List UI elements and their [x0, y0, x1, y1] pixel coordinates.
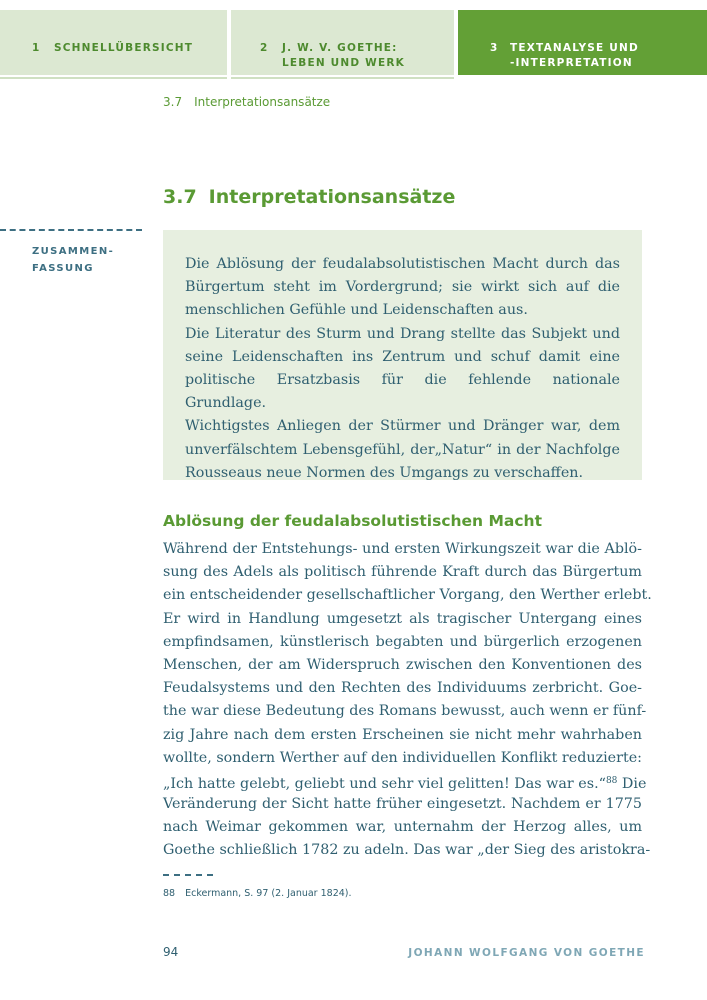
tab-underline	[0, 77, 227, 79]
body-line: Veränderung der Sicht hatte früher eingesetzt. Nachdem er 1775	[163, 796, 642, 813]
tab-number: 3	[490, 42, 499, 54]
tab-underline	[231, 77, 454, 79]
margin-label-zusammenfassung: ZUSAMMEN- FASSUNG	[32, 246, 115, 274]
footnote	[163, 888, 352, 899]
tab-number: 2	[260, 42, 269, 54]
page-number: 94	[163, 945, 179, 959]
body-line: Feudalsystems und den Rechten des Individuums zerbricht. Goe-	[163, 680, 642, 697]
body-line: Goethe schließlich 1782 zu adeln. Das war „der Sieg des aristokra-	[163, 842, 651, 859]
body-line: the war diese Bedeutung des Romans bewusst, auch wenn er fünf-	[163, 703, 647, 720]
summary-box	[163, 230, 642, 480]
goethe-quote: „Ich hatte gelebt, geliebt und sehr viel gelitten! Das war es.“	[163, 775, 606, 792]
body-line: empfindsamen, künstlerisch begabten und bürgerlich erzogenen	[163, 633, 642, 650]
body-text	[163, 538, 652, 863]
body-line: Er wird in Handlung umgesetzt als tragischer Untergang eines	[163, 610, 642, 627]
tab-textanalyse-active[interactable]	[458, 10, 707, 75]
body-line-quote	[163, 770, 647, 793]
footnote-reference[interactable]: 88	[605, 775, 618, 786]
tab-label: SCHNELLÜBERSICHT	[54, 42, 194, 54]
footnote-divider	[163, 874, 213, 876]
running-header-title: Interpretationsansätze	[194, 95, 331, 109]
body-line: Während der Entstehungs- und ersten Wirkungszeit war die Ablö-	[163, 541, 642, 557]
chapter-tabs	[0, 10, 707, 75]
summary-paragraph: Die Literatur des Sturm und Drang stellte das Subjekt und seine Leidenschaften ins Zentrum und schuf damit eine politische Ersatzbasis für die fehlende nationale Grundlage.	[185, 325, 620, 412]
body-line: ein entscheidender gesellschaftlicher Vorgang, den Werther erlebt.	[163, 587, 652, 604]
tab-label: J. W. V. GOETHE: LEBEN UND WERK	[282, 42, 405, 69]
running-header-number: 3.7	[163, 95, 183, 109]
quote-continuation: Die	[617, 775, 647, 792]
running-header	[163, 95, 330, 109]
body-line: sung des Adels als politisch führende Kraft durch das Bürgertum	[163, 564, 642, 581]
chapter-number: 3.7	[163, 186, 197, 208]
book-title-footer: JOHANN WOLFGANG VON GOETHE	[408, 947, 645, 959]
tab-label: TEXTANALYSE UND -INTERPRETATION	[510, 42, 639, 69]
chapter-heading	[163, 186, 455, 208]
tab-goethe-leben-und-werk[interactable]	[231, 10, 454, 75]
summary-text	[185, 253, 620, 485]
tab-number: 1	[32, 42, 41, 54]
section-heading: Ablösung der feudalabsolutistischen Macht	[163, 512, 543, 530]
chapter-title: Interpretationsansätze	[208, 186, 456, 208]
summary-paragraph: Die Ablösung der feudalabsolutistischen Macht durch das Bürgertum steht im Vordergrund; sie wirkt sich auf die menschlichen Gefühle und Leidenschaften aus.	[185, 256, 620, 319]
body-line: Menschen, der am Widerspruch zwischen den Konventionen des	[163, 656, 642, 673]
body-line: wollte, sondern Werther auf den individuellen Konflikt reduzierte:	[163, 749, 642, 766]
footnote-number: 88	[163, 888, 176, 899]
summary-paragraph: Wichtigstes Anliegen der Stürmer und Dränger war, dem unverfälschtem Lebensgefühl, der„Natur“ in der Nachfolge Rousseaus neue Normen des Umgangs zu verschaffen.	[185, 418, 620, 481]
tab-schnelluebersicht[interactable]	[0, 10, 227, 75]
margin-divider	[0, 229, 142, 231]
body-line: nach Weimar gekommen war, unternahm der Herzog alles, um	[163, 819, 642, 836]
footnote-text: Eckermann, S. 97 (2. Januar 1824).	[185, 888, 352, 899]
body-line: zig Jahre nach dem ersten Erscheinen sie nicht mehr wahrhaben	[163, 726, 642, 743]
